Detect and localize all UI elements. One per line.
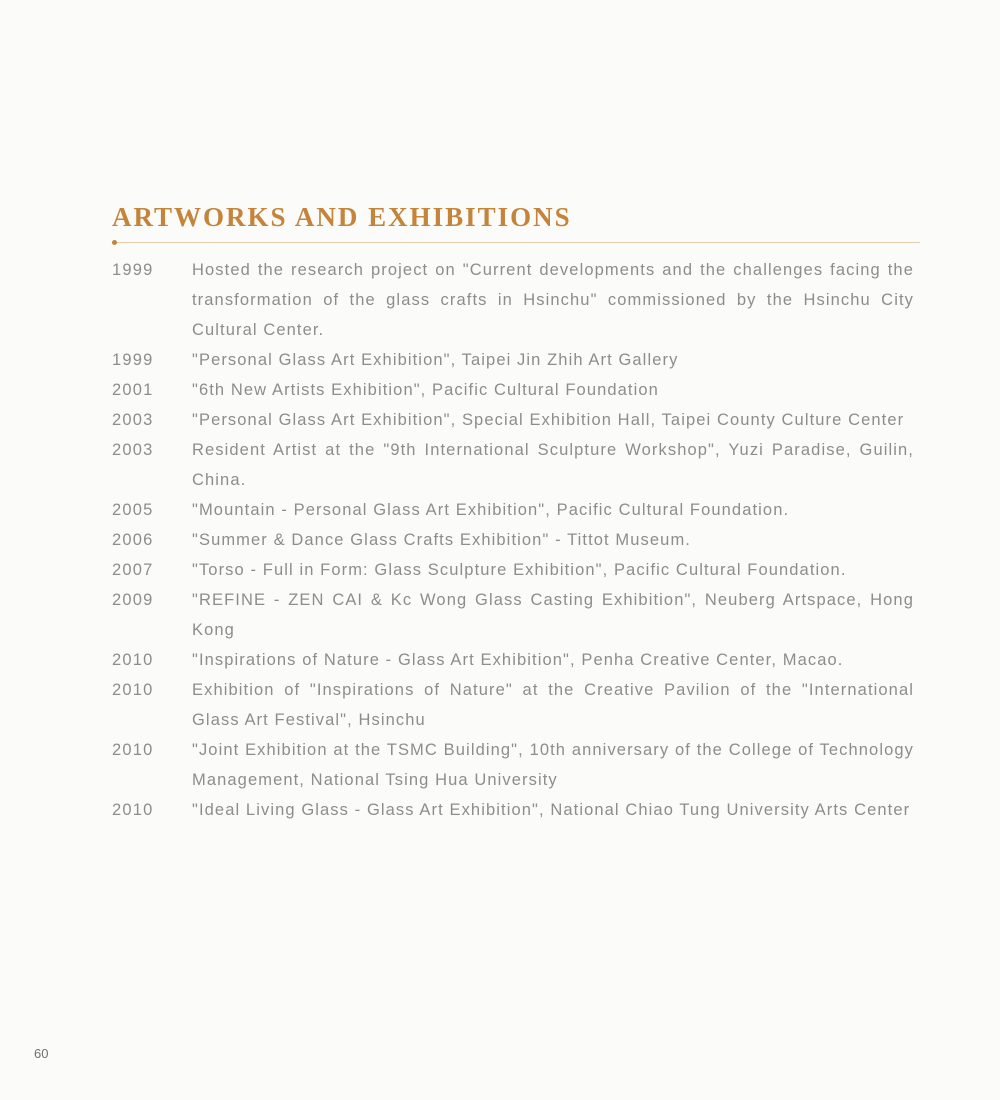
entry-description: "Torso - Full in Form: Glass Sculpture Exhibition", Pacific Cultural Foundation. [192,561,847,579]
entry-year: 2003 [112,441,154,459]
entry-year: 2010 [112,741,154,759]
entry-description: "Joint Exhibition at the TSMC Building", 10th anniversary of the College of Technology Management, National Tsing Hua University [192,741,914,789]
exhibition-entry [112,675,920,735]
entry-description: "Ideal Living Glass - Glass Art Exhibition", National Chiao Tung University Arts Center [192,801,911,819]
entry-year: 2009 [112,591,154,609]
exhibition-entry [112,405,920,435]
section-title: ARTWORKS AND EXHIBITIONS [112,202,572,232]
entry-description: Hosted the research project on "Current developments and the challenges facing the transformation of the glass crafts in Hsinchu" commissioned by the Hsinchu City Cultural Center. [192,261,914,339]
bullet-dot-icon [112,240,117,245]
entry-description: "Inspirations of Nature - Glass Art Exhibition", Penha Creative Center, Macao. [192,651,844,669]
entry-year: 2001 [112,381,154,399]
entry-year: 2010 [112,651,154,669]
entry-description: "Personal Glass Art Exhibition", Special Exhibition Hall, Taipei County Culture Center [192,411,905,429]
exhibition-list [112,255,920,825]
exhibition-entry [112,435,920,495]
title-divider [112,242,920,243]
exhibition-entry [112,555,920,585]
exhibition-entry [112,735,920,795]
entry-year: 1999 [112,261,154,279]
entry-description: "Summer & Dance Glass Crafts Exhibition" - Tittot Museum. [192,531,691,549]
entry-year: 2003 [112,411,154,429]
exhibition-entry [112,525,920,555]
entry-description: Exhibition of "Inspirations of Nature" at the Creative Pavilion of the "International Glass Art Festival", Hsinchu [192,681,914,729]
entry-description: Resident Artist at the "9th International Sculpture Workshop", Yuzi Paradise, Guilin, China. [192,441,914,489]
exhibition-entry [112,345,920,375]
entry-year: 1999 [112,351,154,369]
exhibition-entry [112,255,920,345]
entry-description: "REFINE - ZEN CAI & Kc Wong Glass Casting Exhibition", Neuberg Artspace, Hong Kong [192,591,914,639]
entry-description: "Personal Glass Art Exhibition", Taipei Jin Zhih Art Gallery [192,351,679,369]
entry-description: "Mountain - Personal Glass Art Exhibition", Pacific Cultural Foundation. [192,501,790,519]
entry-year: 2007 [112,561,154,579]
exhibition-entry [112,495,920,525]
exhibition-entry [112,795,920,825]
entry-year: 2005 [112,501,154,519]
entry-year: 2010 [112,801,154,819]
entry-description: "6th New Artists Exhibition", Pacific Cultural Foundation [192,381,659,399]
exhibition-entry [112,585,920,645]
exhibition-entry [112,645,920,675]
page-number: 60 [34,1046,49,1061]
entry-year: 2006 [112,531,154,549]
entry-year: 2010 [112,681,154,699]
exhibition-entry [112,375,920,405]
